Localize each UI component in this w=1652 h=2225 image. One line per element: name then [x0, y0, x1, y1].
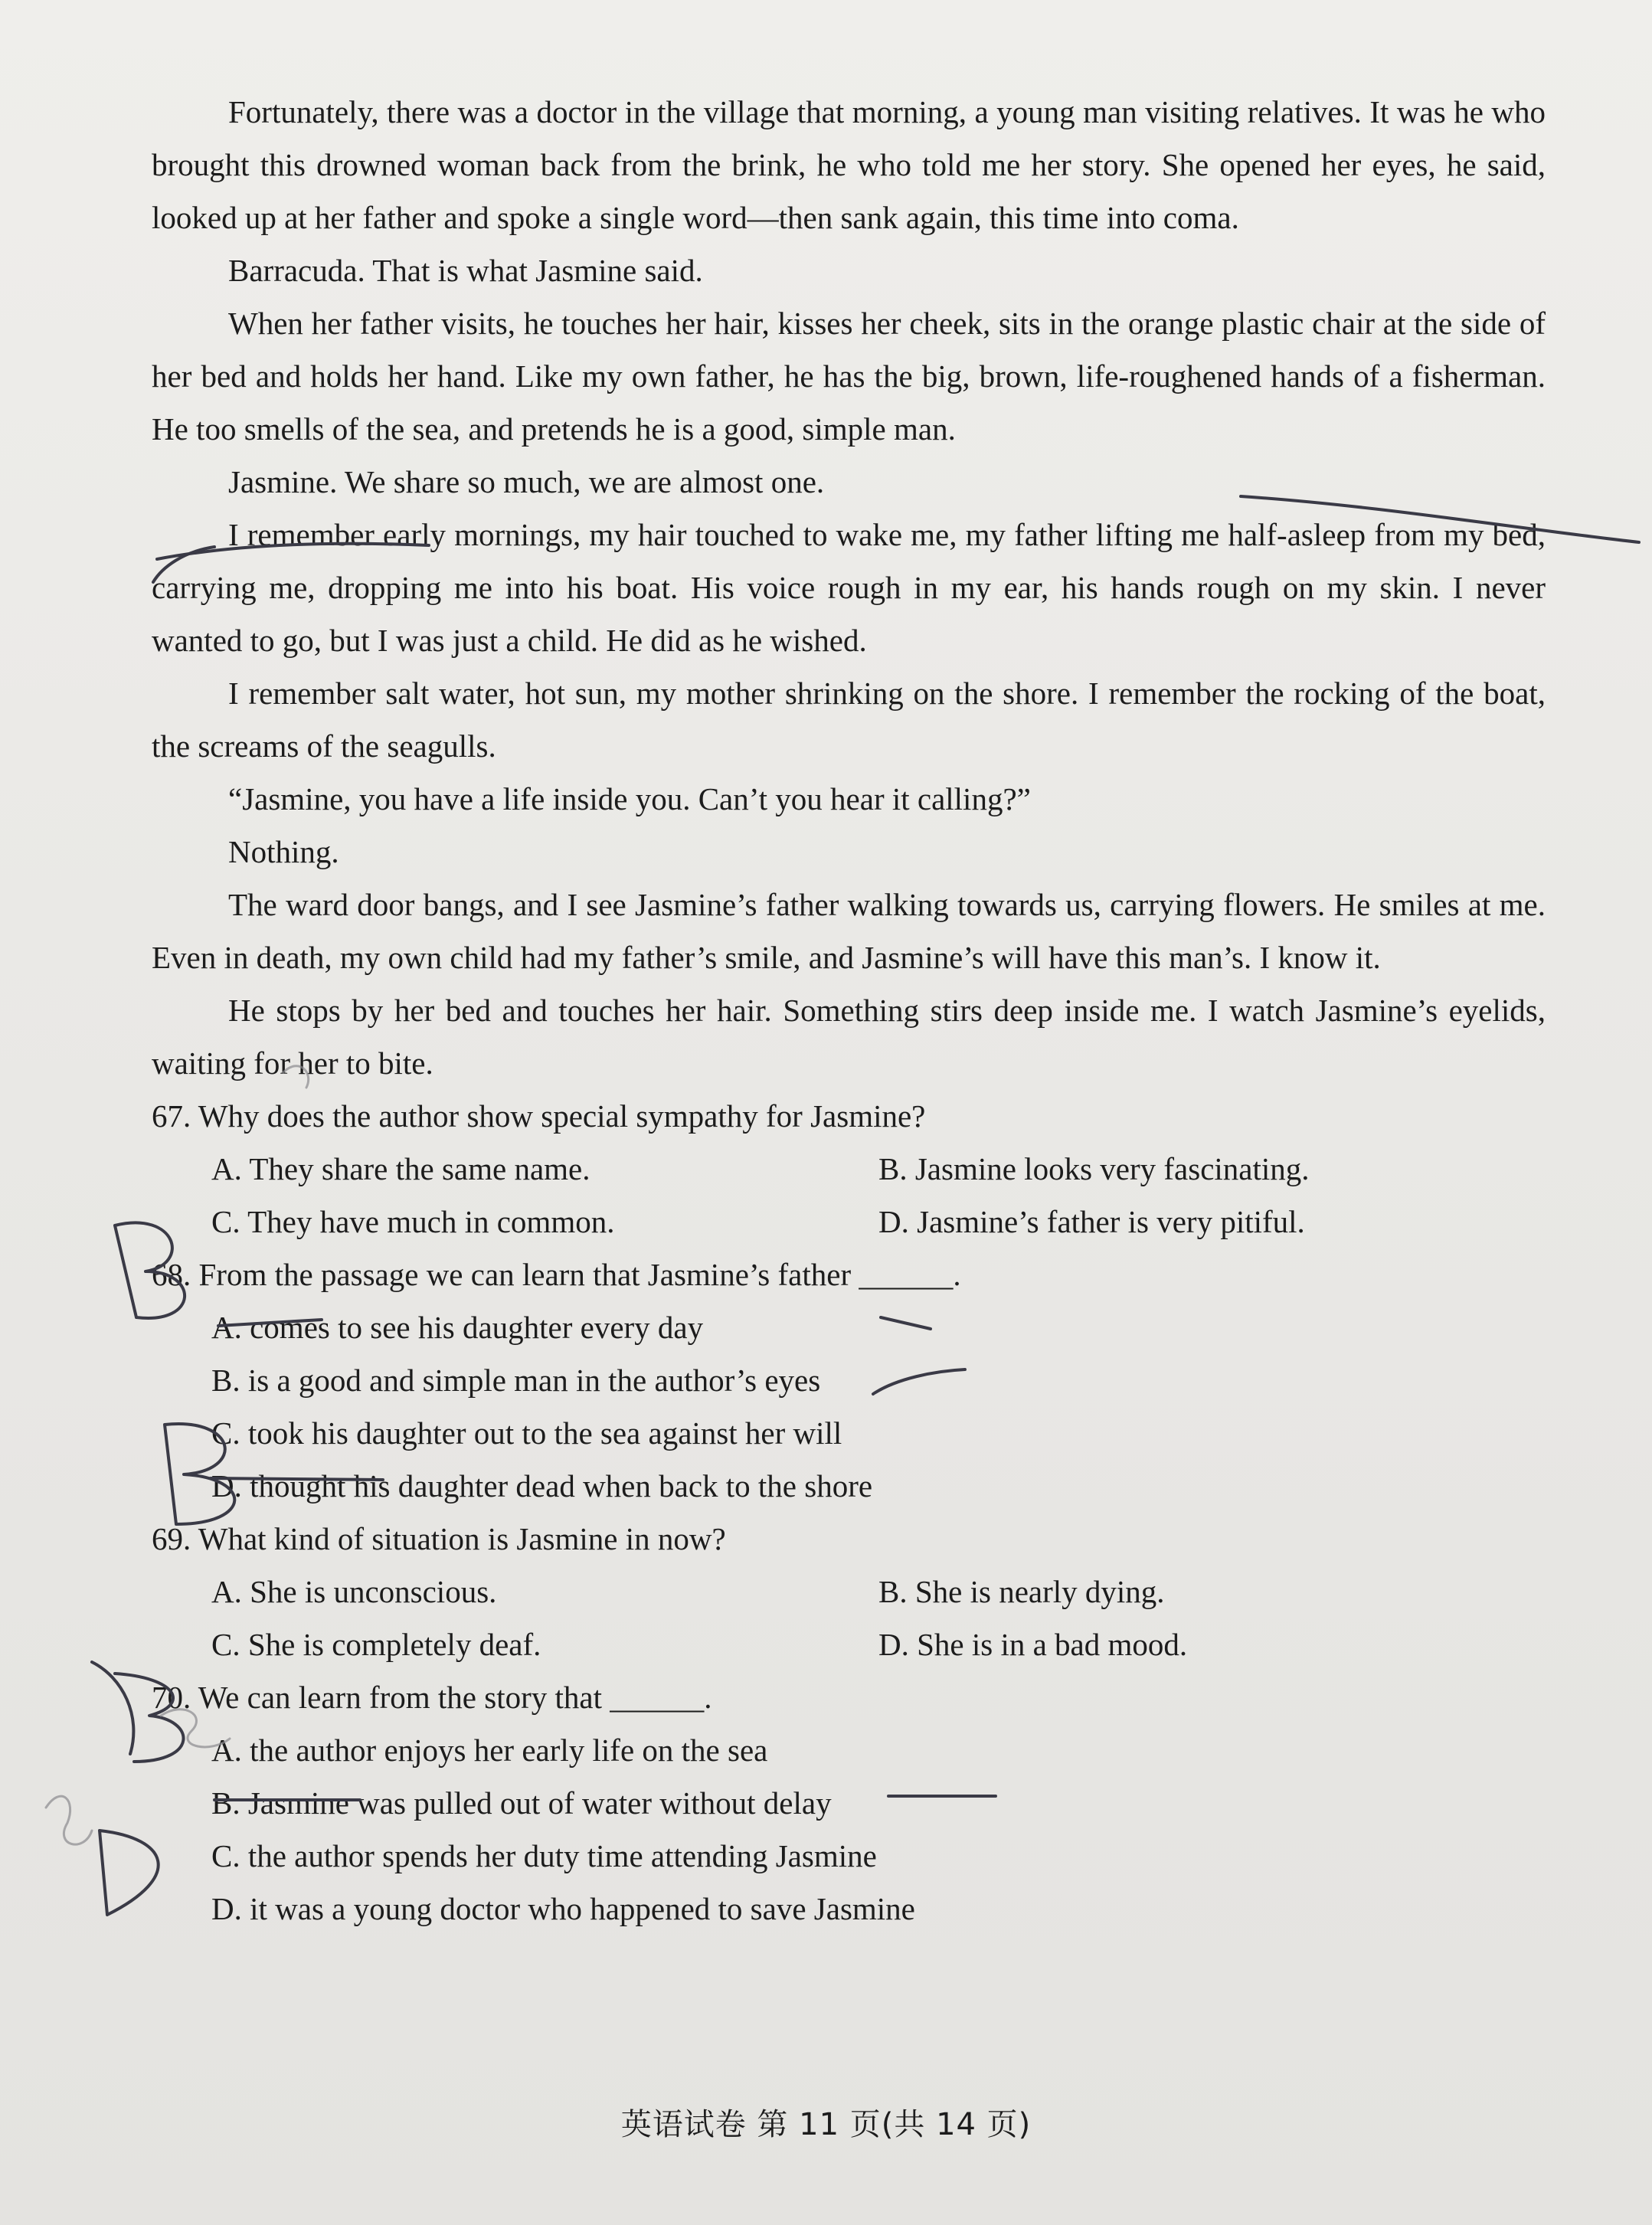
- passage-paragraph: I remember salt water, hot sun, my mother shrinking on the shore. I remember the rocking of the boat, the screams of the seagulls.: [152, 676, 1546, 764]
- question-69: [152, 1513, 1546, 1671]
- passage-paragraph: I remember early mornings, my hair touched to wake me, my father lifting me half-asleep from my bed, carrying me, dropping me into his boat. His voice rough in my ear, his hands rough on my skin. I never wanted to go, but I was just a child. He did as he wished.: [152, 517, 1546, 658]
- passage-paragraph: Nothing.: [228, 834, 339, 869]
- option-b: B. She is nearly dying.: [878, 1574, 1165, 1609]
- option-c: C. took his daughter out to the sea against her will: [211, 1415, 842, 1451]
- option-b: B. Jasmine looks very fascinating.: [878, 1151, 1310, 1186]
- pencil-scribble: [46, 1796, 92, 1844]
- option-b: B. Jasmine was pulled out of water without delay: [211, 1785, 832, 1821]
- question-70: [152, 1671, 1546, 1935]
- answer-mark-70: [100, 1831, 159, 1915]
- option-a: A. the author enjoys her early life on the sea: [211, 1733, 768, 1768]
- option-d: D. Jasmine’s father is very pitiful.: [878, 1204, 1305, 1239]
- page-footer: 英语试卷 第 11 页(共 14 页): [620, 2107, 1032, 2142]
- passage-paragraph: Fortunately, there was a doctor in the village that morning, a young man visiting relatives. It was he who brought this drowned woman back from the brink, he who told me her story. She opened her eyes, he said, looked up at her father and spoke a single word—then sank again, this time into coma.: [152, 94, 1546, 235]
- option-a: A. She is unconscious.: [211, 1574, 497, 1609]
- passage-paragraph: He stops by her bed and touches her hair. Something stirs deep inside me. I watch Jasmine’s eyelids, waiting for her to bite.: [152, 993, 1546, 1081]
- passage-paragraph: The ward door bangs, and I see Jasmine’s father walking towards us, carrying flowers. He smiles at me. Even in death, my own child had my father’s smile, and Jasmine’s will have this man’s. I know it.: [152, 887, 1546, 975]
- passage-paragraph: “Jasmine, you have a life inside you. Can’t you hear it calling?”: [228, 781, 1031, 816]
- question-stem: 68. From the passage we can learn that Jasmine’s father ______.: [152, 1257, 961, 1292]
- option-b: B. is a good and simple man in the author’s eyes: [211, 1363, 821, 1398]
- question-stem: 70. We can learn from the story that ______.: [152, 1680, 712, 1715]
- question-68: [152, 1248, 1546, 1513]
- passage-paragraph: Jasmine. We share so much, we are almost one.: [228, 464, 825, 499]
- option-d: D. She is in a bad mood.: [878, 1627, 1188, 1662]
- option-a: A. They share the same name.: [211, 1151, 590, 1186]
- option-d: D. it was a young doctor who happened to save Jasmine: [211, 1891, 915, 1926]
- passage-paragraph: When her father visits, he touches her hair, kisses her cheek, sits in the orange plastic chair at the side of her bed and holds her hand. Like my own father, he has the big, brown, life-roughened hands of a fisherman. He too smells of the sea, and pretends he is a good, simple man.: [152, 306, 1546, 447]
- option-d: D. thought his daughter dead when back to the shore: [211, 1468, 873, 1504]
- passage-paragraph: Barracuda. That is what Jasmine said.: [228, 253, 703, 288]
- option-c: C. the author spends her duty time attending Jasmine: [211, 1838, 877, 1873]
- question-stem: 69. What kind of situation is Jasmine in now?: [152, 1521, 726, 1556]
- reading-passage: [152, 86, 1546, 1935]
- option-a: A. comes to see his daughter every day: [211, 1310, 704, 1345]
- option-c: C. They have much in common.: [211, 1204, 615, 1239]
- question-stem: 67. Why does the author show special sympathy for Jasmine?: [152, 1098, 926, 1134]
- option-c: C. She is completely deaf.: [211, 1627, 541, 1662]
- question-67: [152, 1090, 1546, 1248]
